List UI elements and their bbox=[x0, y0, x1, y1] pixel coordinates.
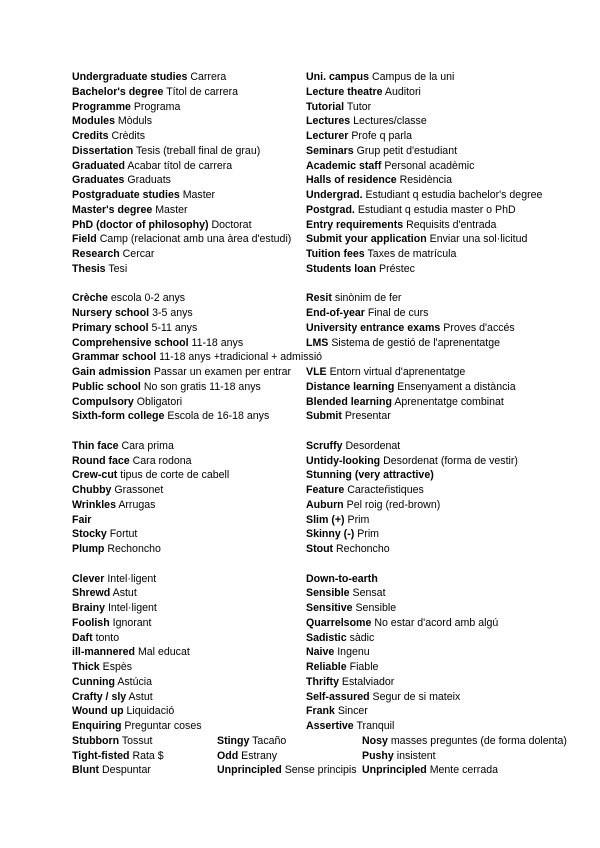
vocab-translation: tonto bbox=[95, 631, 120, 644]
vocab-translation: Residència bbox=[399, 174, 453, 187]
vocab-term: Submit bbox=[306, 410, 342, 423]
vocab-translation: Astut bbox=[128, 690, 153, 703]
vocab-term: Compulsory bbox=[72, 395, 134, 408]
vocab-term: Academic staff bbox=[306, 159, 382, 172]
vocab-term: Shrewd bbox=[72, 587, 111, 600]
vocab-term: Sixth-form college bbox=[72, 410, 165, 423]
vocab-term: LMS bbox=[306, 336, 329, 349]
vocab-translation: Crèdits bbox=[111, 130, 146, 142]
vocab-term: Feature bbox=[306, 484, 345, 496]
vocab-translation: Auditori bbox=[384, 85, 421, 98]
vocab-term: Wrinkles bbox=[72, 498, 116, 511]
vocab-translation: Escola de 16-18 anys bbox=[167, 410, 270, 423]
vocab-translation: Estalviador bbox=[341, 675, 395, 688]
vocab-translation: Intel·ligent bbox=[107, 602, 157, 614]
vocab-translation: Sensat bbox=[352, 587, 386, 600]
vocab-term: Stout bbox=[306, 543, 334, 555]
vocab-translation: Ingenu bbox=[337, 646, 370, 659]
vocab-translation: Doctorat bbox=[211, 218, 252, 231]
vocab-translation: Sensible bbox=[355, 602, 397, 614]
vocab-term: PhD (doctor of philosophy) bbox=[72, 218, 209, 231]
vocab-term: Crèche bbox=[72, 292, 108, 305]
vocab-translation: Mòduls bbox=[117, 115, 153, 128]
vocab-term: University entrance exams bbox=[306, 321, 441, 334]
vocab-translation: Graduats bbox=[127, 174, 171, 187]
vocab-term: Programme bbox=[72, 100, 131, 113]
vocab-translation: Programa bbox=[133, 100, 181, 113]
vocab-term: Students loan bbox=[306, 262, 377, 275]
bottom-entry bbox=[362, 734, 567, 749]
vocab-term: Stocky bbox=[72, 528, 107, 541]
vocab-translation: Camp (relacionat amb una àrea d'estudi) bbox=[99, 233, 292, 246]
vocab-translation: Rechoncho bbox=[336, 543, 390, 555]
vocab-translation: sàdic bbox=[349, 631, 375, 644]
vocab-translation: Grup petit d'estudiant bbox=[356, 144, 458, 157]
vocab-term: Cunning bbox=[72, 675, 115, 688]
vocab-term: Undergraduate studies bbox=[72, 71, 188, 83]
vocab-term: Pushy bbox=[362, 749, 394, 762]
vocab-translation: insistent bbox=[396, 749, 436, 762]
vocab-translation: Taxes de matrícula bbox=[367, 248, 457, 260]
vocab-term: Plump bbox=[72, 543, 105, 555]
vocab-translation: Despuntar bbox=[102, 764, 151, 777]
vocab-term: Sensible bbox=[306, 587, 350, 600]
vocab-term: Skinny (-) bbox=[306, 528, 355, 541]
vocab-translation: Presentar bbox=[344, 410, 391, 423]
vocab-translation: Tacaño bbox=[252, 734, 287, 747]
vocab-term: Dissertation bbox=[72, 144, 134, 157]
vocab-translation: Cara prima bbox=[121, 439, 174, 452]
vocab-term: Crew-cut bbox=[72, 469, 118, 482]
vocab-translation: Lectures/classe bbox=[353, 115, 427, 128]
bottom-entry bbox=[72, 734, 152, 749]
vocab-term: Blended learning bbox=[306, 395, 392, 408]
vocab-term: Thin face bbox=[72, 439, 119, 452]
vocab-translation: Sincer bbox=[337, 705, 368, 718]
bottom-entry bbox=[217, 763, 357, 778]
vocab-translation: No estar d'acord amb algú bbox=[374, 616, 499, 629]
vocab-term: Graduates bbox=[72, 174, 125, 187]
vocab-translation: Aprenentatge combinat bbox=[394, 395, 504, 408]
vocab-translation: Astut bbox=[112, 587, 137, 600]
vocab-translation: Passar un examen per entrar bbox=[153, 366, 292, 378]
vocab-term: Chubby bbox=[72, 484, 112, 496]
vocab-translation: Cercar bbox=[122, 248, 155, 260]
vocab-translation: Tranquil bbox=[356, 720, 395, 732]
vocab-translation: Entorn virtual d'aprenentatge bbox=[329, 366, 466, 378]
vocab-translation: Tossut bbox=[121, 734, 153, 747]
bottom-entry bbox=[217, 734, 286, 749]
vocab-term: Stunning (very attractive) bbox=[306, 469, 434, 482]
vocab-term: Slim (+) bbox=[306, 513, 345, 526]
vocab-translation: Obligatori bbox=[136, 395, 183, 408]
vocab-term: Gain admission bbox=[72, 366, 151, 378]
vocab-term: Modules bbox=[72, 115, 115, 128]
vocab-term: Scruffy bbox=[306, 439, 343, 452]
vocab-translation: Profe q parla bbox=[351, 130, 412, 142]
vocab-translation: Sense principis bbox=[284, 764, 357, 777]
vocab-term: Tight-fisted bbox=[72, 749, 130, 762]
vocab-term: ill-mannered bbox=[72, 646, 135, 659]
vocab-term: Thrifty bbox=[306, 675, 339, 688]
vocab-term: Submit your application bbox=[306, 233, 427, 246]
vocab-translation: Prim bbox=[357, 528, 379, 541]
vocab-translation: Segur de si mateix bbox=[372, 690, 461, 703]
vocab-translation: Fortut bbox=[109, 528, 138, 541]
vocab-translation: Grassonet bbox=[114, 484, 164, 496]
vocab-term: Uni. campus bbox=[306, 71, 369, 83]
vocab-translation: Requisits d'entrada bbox=[406, 218, 497, 231]
vocab-translation: Preguntar coses bbox=[124, 720, 202, 732]
vocab-translation: Caracteŕistiques bbox=[347, 484, 424, 496]
vocab-term: Undergrad. bbox=[306, 189, 363, 201]
vocab-term: Blunt bbox=[72, 764, 100, 777]
vocab-term: Postgraduate studies bbox=[72, 189, 180, 201]
vocab-translation: Rata $ bbox=[132, 749, 164, 762]
vocab-term: Brainy bbox=[72, 602, 105, 614]
vocab-translation: Pel roig (red-brown) bbox=[346, 498, 441, 511]
vocab-translation: tipus de corte de cabell bbox=[120, 469, 230, 482]
vocab-translation: Sistema de gestió de l'aprenentatge bbox=[331, 336, 501, 349]
vocab-translation: Espès bbox=[102, 661, 133, 673]
bottom-entry bbox=[217, 749, 277, 764]
vocab-translation: Préstec bbox=[379, 262, 415, 275]
vocab-translation: 11-18 anys +tradicional + admissió bbox=[159, 351, 323, 364]
vocab-translation: 3-5 anys bbox=[152, 307, 193, 319]
vocab-term: Lecture theatre bbox=[306, 85, 383, 98]
vocab-translation: Enviar una sol·licitud bbox=[429, 233, 528, 246]
vocab-term: Credits bbox=[72, 130, 109, 142]
vocab-translation: Ignorant bbox=[112, 616, 152, 629]
vocab-translation: Rechoncho bbox=[107, 543, 161, 555]
vocab-term: Field bbox=[72, 233, 97, 246]
vocab-term: Halls of residence bbox=[306, 174, 397, 187]
vocab-term: Naive bbox=[306, 646, 335, 659]
vocab-term: Foolish bbox=[72, 616, 110, 629]
vocab-translation: Desordenat (forma de vestir) bbox=[383, 454, 518, 467]
vocab-term: Thesis bbox=[72, 262, 106, 275]
vocab-term: Tutorial bbox=[306, 100, 345, 113]
vocab-translation: 5-11 anys bbox=[151, 321, 198, 334]
vocab-translation: Fiable bbox=[349, 661, 379, 673]
vocab-term: Nursery school bbox=[72, 307, 150, 319]
vocab-term: Round face bbox=[72, 454, 130, 467]
vocab-term: Odd bbox=[217, 749, 239, 762]
vocab-translation: Estudiant q estudia bachelor's degree bbox=[365, 189, 543, 201]
vocab-term: Untidy-looking bbox=[306, 454, 381, 467]
vocab-translation: Master bbox=[155, 203, 188, 216]
vocab-translation: Estrany bbox=[241, 749, 278, 762]
vocab-translation: Tesis (treball final de grau) bbox=[136, 144, 261, 157]
vocab-term: Seminars bbox=[306, 144, 354, 157]
vocab-term: Enquiring bbox=[72, 720, 122, 732]
vocab-term: Clever bbox=[72, 572, 105, 585]
vocab-translation: Acabar títol de carrera bbox=[127, 159, 233, 172]
vocab-term: Assertive bbox=[306, 720, 354, 732]
vocab-translation: Liquidació bbox=[126, 705, 175, 718]
vocab-term: Stingy bbox=[217, 734, 250, 747]
vocab-translation: Master bbox=[182, 189, 216, 201]
vocab-term: Master's degree bbox=[72, 203, 153, 216]
vocab-translation: Personal acadèmic bbox=[384, 159, 475, 172]
vocab-translation: Intel·ligent bbox=[107, 572, 157, 585]
vocab-translation: escola 0-2 anys bbox=[110, 292, 186, 305]
bottom-entry bbox=[362, 763, 498, 778]
vocab-term: Wound up bbox=[72, 705, 124, 718]
vocab-translation: Mente cerrada bbox=[429, 764, 499, 777]
bottom-entry bbox=[362, 749, 436, 764]
vocab-term: Unprincipled bbox=[217, 764, 282, 777]
vocab-translation: Campus de la uni bbox=[371, 71, 455, 83]
vocab-translation: 11-18 anys bbox=[191, 336, 244, 349]
vocab-translation: Tutor bbox=[346, 100, 372, 113]
vocab-term: Daft bbox=[72, 631, 93, 644]
vocab-translation: Tesi bbox=[108, 262, 128, 275]
vocab-term: Fair bbox=[72, 513, 92, 526]
bottom-entry bbox=[72, 749, 164, 764]
vocab-term: Sensitive bbox=[306, 602, 353, 614]
vocab-term: Thick bbox=[72, 661, 100, 673]
vocab-term: Distance learning bbox=[306, 380, 395, 393]
vocab-term: Nosy bbox=[362, 734, 388, 747]
vocab-term: Graduated bbox=[72, 159, 125, 172]
vocab-translation: masses preguntes (de forma dolenta) bbox=[390, 734, 567, 747]
vocab-term: Postgrad. bbox=[306, 203, 355, 216]
vocab-translation: Desordenat bbox=[345, 439, 401, 452]
vocab-translation: Ensenyament a distància bbox=[397, 380, 516, 393]
vocab-term: Unprincipled bbox=[362, 764, 427, 777]
vocab-term: Sadistic bbox=[306, 631, 347, 644]
vocab-translation: Carrera bbox=[190, 71, 227, 83]
vocab-translation: Prim bbox=[347, 513, 370, 526]
vocab-term: Down-to-earth bbox=[306, 572, 378, 585]
vocab-translation: sinònim de fer bbox=[334, 292, 402, 305]
vocab-term: Lectures bbox=[306, 115, 351, 128]
vocab-translation: Astúcia bbox=[117, 675, 153, 688]
vocab-translation: Final de curs bbox=[367, 307, 429, 319]
vocab-term: Quarrelsome bbox=[306, 616, 372, 629]
bottom-entry bbox=[72, 763, 151, 778]
vocab-translation: Arrugas bbox=[118, 498, 156, 511]
vocab-term: Public school bbox=[72, 380, 141, 393]
vocab-translation: Estudiant q estudia master o PhD bbox=[357, 203, 516, 216]
vocab-translation: No son gratis 11-18 anys bbox=[143, 380, 261, 393]
vocab-term: Auburn bbox=[306, 498, 344, 511]
vocab-term: Resit bbox=[306, 292, 332, 305]
vocab-term: Primary school bbox=[72, 321, 149, 334]
vocab-term: VLE bbox=[306, 366, 327, 378]
vocab-term: Frank bbox=[306, 705, 335, 718]
vocab-term: Crafty / sly bbox=[72, 690, 127, 703]
vocab-term: Lecturer bbox=[306, 130, 349, 142]
vocab-term: Tuition fees bbox=[306, 248, 365, 260]
vocab-term: End-of-year bbox=[306, 307, 365, 319]
vocab-term: Stubborn bbox=[72, 734, 120, 747]
vocab-term: Bachelor's degree bbox=[72, 85, 164, 98]
vocab-translation: Proves d'accés bbox=[443, 321, 515, 334]
vocab-term: Self-assured bbox=[306, 690, 370, 703]
vocab-term: Grammar school bbox=[72, 351, 157, 364]
vocab-translation: Cara rodona bbox=[132, 454, 192, 467]
vocab-term: Research bbox=[72, 248, 120, 260]
vocab-translation: Títol de carrera bbox=[166, 85, 239, 98]
vocab-term: Comprehensive school bbox=[72, 336, 189, 349]
vocab-translation: Mal educat bbox=[137, 646, 190, 659]
vocab-term: Reliable bbox=[306, 661, 347, 673]
vocab-term: Entry requirements bbox=[306, 218, 404, 231]
